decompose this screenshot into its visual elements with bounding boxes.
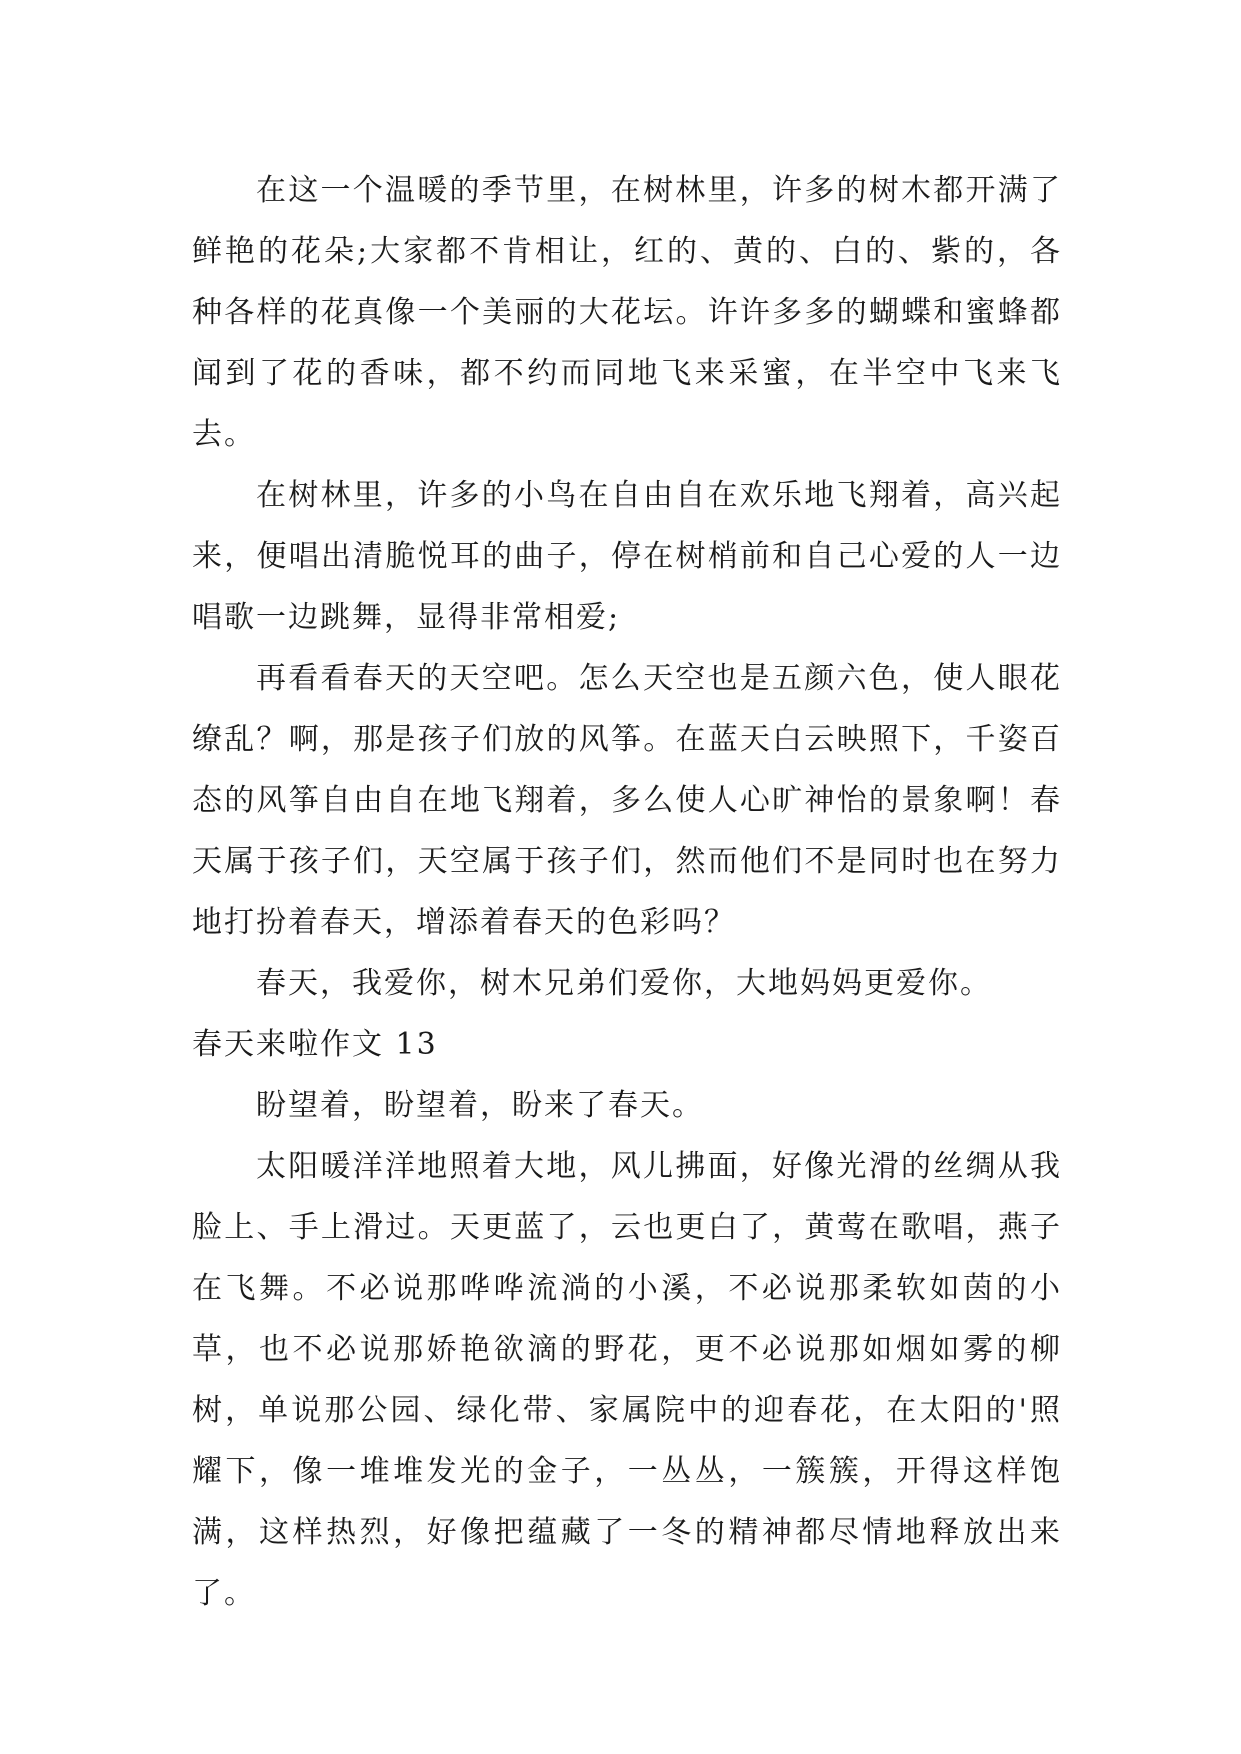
paragraph: 再看看春天的天空吧。怎么天空也是五颜六色，使人眼花缭乱？啊，那是孩子们放的风筝。在蓝天白云映照下，千姿百态的风筝自由自在地飞翔着，多么使人心旷神怡的景象啊！春天属于孩子们，天空属于孩子们，然而他们不是同时也在努力地打扮着春天，增添着春天的色彩吗？ xyxy=(192,661,1062,940)
paragraph: 春天，我爱你，树木兄弟们爱你，大地妈妈更爱你。 xyxy=(256,966,992,1001)
paragraph: 在树林里，许多的小鸟在自由自在欢乐地飞翔着，高兴起来，便唱出清脆悦耳的曲子，停在树梢前和自己心爱的人一边唱歌一边跳舞，显得非常相爱; xyxy=(192,478,1062,635)
document-body xyxy=(192,160,1062,1624)
paragraph: 在这一个温暖的季节里，在树林里，许多的树木都开满了鲜艳的花朵;大家都不肯相让，红的、黄的、白的、紫的，各种各样的花真像一个美丽的大花坛。许许多多的蝴蝶和蜜蜂都闻到了花的香味，都不约而同地飞来采蜜，在半空中飞来飞去。 xyxy=(192,173,1062,452)
paragraph: 盼望着，盼望着，盼来了春天。 xyxy=(256,1088,704,1123)
section-title: 春天来啦作文 13 xyxy=(192,1027,438,1062)
paragraph: 太阳暖洋洋地照着大地，风儿拂面，好像光滑的丝绸从我脸上、手上滑过。天更蓝了，云也更白了，黄莺在歌唱，燕子在飞舞。不必说那哗哗流淌的小溪，不必说那柔软如茵的小草，也不必说那娇艳欲滴的野花，更不必说那如烟如雾的柳树，单说那公园、绿化带、家属院中的迎春花，在太阳的'照耀下，像一堆堆发光的金子，一丛丛，一簇簇，开得这样饱满，这样热烈，好像把蕴藏了一冬的精神都尽情地释放出来了。 xyxy=(192,1149,1062,1611)
